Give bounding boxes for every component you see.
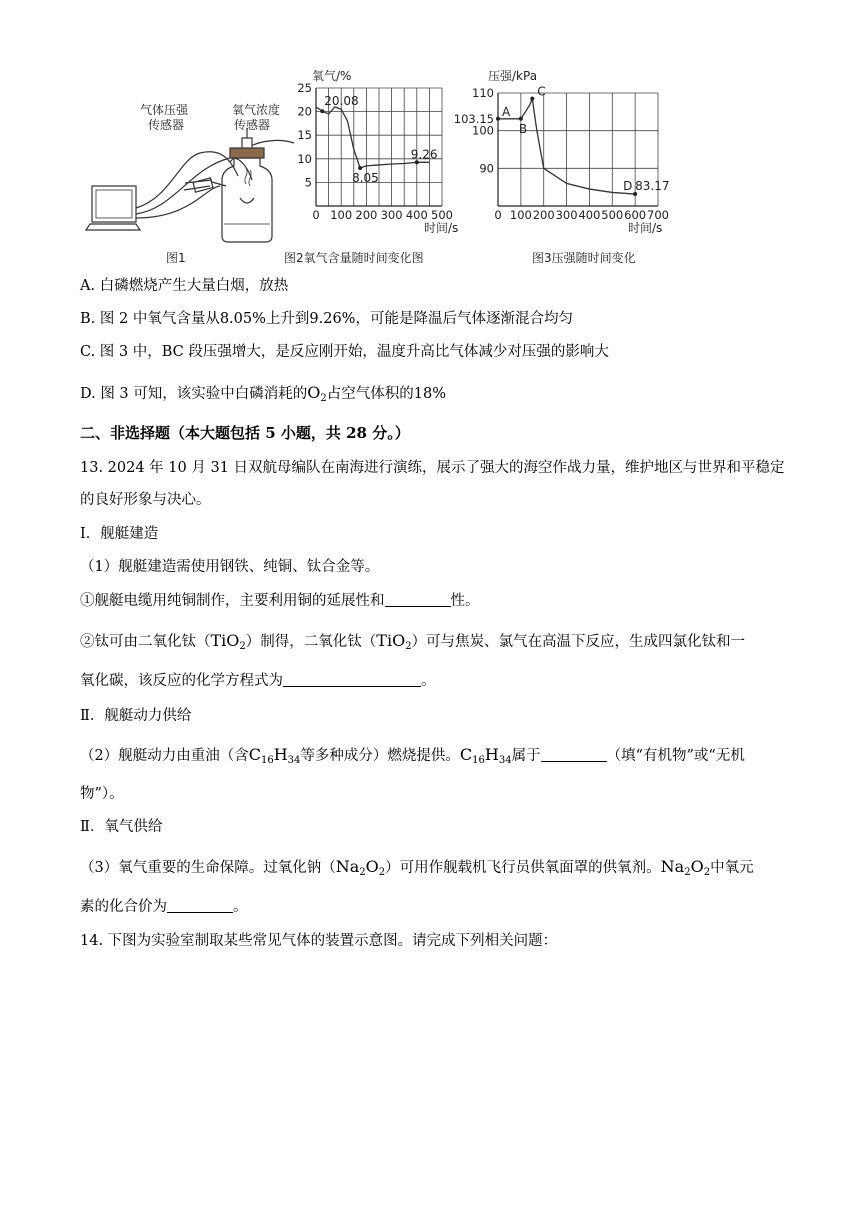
answer-blank-2[interactable] xyxy=(283,672,421,687)
x-tick-label-2: 200 xyxy=(355,208,378,222)
option-d xyxy=(80,383,446,409)
q13-s3-post: 中氧元 xyxy=(710,860,754,876)
na2o2-2-na: Na xyxy=(660,857,685,876)
q13-s3-line2-post: 。 xyxy=(233,899,248,915)
x-tick-label-0: 0 xyxy=(494,208,502,222)
x-tick-label-3: 300 xyxy=(555,208,578,222)
q13-s3 xyxy=(80,857,754,883)
y-tick-label-3: 20 xyxy=(297,104,312,119)
q13-s2-tail: （填“有机物”或“无机 xyxy=(606,748,745,764)
fig2-annotation-0: 20.08 xyxy=(324,94,359,109)
fig2-point-0 xyxy=(320,109,324,113)
figure3-chart xyxy=(454,85,670,222)
q13-s1b-line2-pre: 氧化碳，该反应的化学方程式为 xyxy=(80,673,283,689)
y-tick-label-1: 10 xyxy=(297,151,312,166)
y-tick-label-extra: 103.15 xyxy=(453,111,494,126)
bottle-stopper xyxy=(230,148,264,158)
q13-s1a-pre: ①舰艇电缆用纯铜制作，主要利用铜的延展性和 xyxy=(80,593,385,609)
na2o2-1-sub1: 2 xyxy=(359,867,366,878)
x-tick-label-5: 500 xyxy=(431,208,453,222)
y-tick-label-1: 100 xyxy=(472,123,494,138)
c16h34-2-hsub: 34 xyxy=(498,755,512,766)
tio2-formula-2 xyxy=(376,631,411,650)
x-tick-label-4: 400 xyxy=(578,208,601,222)
fig3-caption: 图3压强随时间变化 xyxy=(532,251,636,265)
q13-s1a-post: 性。 xyxy=(450,593,480,609)
q13-s2-post: 属于 xyxy=(511,748,541,764)
o2-formula xyxy=(307,383,327,402)
fig1-pressure-label-2: 传感器 xyxy=(148,118,185,132)
q13-s1b xyxy=(80,631,745,657)
fig3-point-B xyxy=(519,117,523,121)
c16h34-1-h: H xyxy=(273,745,288,764)
fig3-point-A xyxy=(496,117,500,121)
q13-s3-pre: （3）氧气重要的生命保障。过氧化钠（ xyxy=(80,860,336,876)
option-a: A. 白磷燃烧产生大量白烟，放热 xyxy=(80,278,289,294)
x-tick-label-0: 0 xyxy=(312,208,320,222)
answer-blank-1[interactable] xyxy=(385,592,451,607)
c16h34-2-c: C xyxy=(459,745,473,764)
na2o2-formula-1 xyxy=(336,857,385,876)
y-tick-label-0: 5 xyxy=(304,175,312,190)
option-d-post: 占空气体积的18% xyxy=(326,386,447,402)
figures-svg xyxy=(80,58,780,268)
fig1-caption: 图1 xyxy=(166,251,186,265)
fig3-point-label-D: D xyxy=(623,179,633,194)
x-tick-label-2: 200 xyxy=(532,208,555,222)
fig2-ylabel: 氧气/% xyxy=(312,69,352,83)
c16h34-formula-2 xyxy=(460,745,512,764)
y-tick-label-2: 110 xyxy=(472,86,494,100)
q13-s2-pre: （2）舰艇动力由重油（含 xyxy=(80,748,249,764)
oxygen-sensor-cap xyxy=(242,138,252,148)
smoke-1 xyxy=(245,168,247,184)
q13-s1b-part3: ）可与焦炭、氯气在高温下反应，生成四氯化钛和一 xyxy=(411,634,746,650)
x-tick-label-7: 700 xyxy=(647,208,669,222)
fig1-pressure-label-1: 气体压强 xyxy=(140,103,189,117)
na2o2-1-sub2: 2 xyxy=(378,867,386,878)
q13-s3-mid: ）可用作舰载机飞行员供氧面罩的供氧剂。 xyxy=(385,860,661,876)
q13-line1: 13. 2024 年 10 月 31 日双航母编队在南海进行演练，展示了强大的海空作战力量，维护地区与世界和平稳定 xyxy=(80,460,785,476)
q13-part3: Ⅱ．氧气供给 xyxy=(80,819,163,835)
o2-sub: 2 xyxy=(320,393,327,404)
x-tick-label-6: 600 xyxy=(624,208,647,222)
laptop-base xyxy=(86,224,140,230)
fig2-annotation-2: 9.26 xyxy=(410,147,438,162)
answer-blank-4[interactable] xyxy=(167,898,233,913)
c16h34-2-h: H xyxy=(484,745,499,764)
x-tick-label-1: 100 xyxy=(509,208,532,222)
tio2-1-sub: 2 xyxy=(239,641,246,652)
y-tick-label-0: 90 xyxy=(479,161,494,176)
fig3-point-label-C: C xyxy=(537,84,546,99)
tio2-2-sub: 2 xyxy=(405,641,412,652)
na2o2-1-o: O xyxy=(365,857,379,876)
option-d-pre: D. 图 3 可知，该实验中白磷消耗的 xyxy=(80,386,308,402)
x-tick-label-5: 500 xyxy=(601,208,624,222)
x-tick-label-4: 400 xyxy=(405,208,428,222)
fig2-annotation-1: 8.05 xyxy=(352,171,379,186)
option-b: B. 图 2 中氧气含量从8.05%上升到9.26%，可能是降温后气体逐渐混合均匀 xyxy=(80,311,573,327)
q13-part1: I．舰艇建造 xyxy=(80,526,159,542)
fig1-oxygen-label-1: 氧气浓度 xyxy=(232,103,281,117)
q13-s1b-line2 xyxy=(80,671,436,691)
c16h34-formula-1 xyxy=(249,745,301,764)
fig2-xlabel: 时间/s xyxy=(424,221,459,235)
q14-intro: 14. 下图为实验室制取某些常见气体的装置示意图。请完成下列相关问题： xyxy=(80,933,558,949)
fig3-point-label-A: A xyxy=(502,104,511,119)
y-tick-label-4: 25 xyxy=(297,81,312,95)
q13-s1a xyxy=(80,591,480,611)
figure1-apparatus xyxy=(86,128,294,242)
c16h34-1-c: C xyxy=(248,745,261,764)
q13-s1b-part1: ②钛可由二氧化钛（ xyxy=(80,634,211,650)
fig3-ylabel: 压强/kPa xyxy=(488,69,538,83)
answer-blank-3[interactable] xyxy=(541,747,607,762)
c16h34-1-csub: 16 xyxy=(260,755,274,766)
fig2-caption: 图2氧气含量随时间变化图 xyxy=(284,251,424,265)
figures-row xyxy=(80,58,780,268)
na2o2-2-sub2: 2 xyxy=(703,867,711,878)
q13-s3-line2 xyxy=(80,897,248,917)
x-tick-label-1: 100 xyxy=(330,208,353,222)
y-tick-label-2: 15 xyxy=(297,128,312,143)
q13-s2-line2: 物”）。 xyxy=(80,786,124,802)
fig2-point-1 xyxy=(358,166,362,170)
tio2-2-base: TiO xyxy=(376,631,406,650)
tio2-1-base: TiO xyxy=(210,631,240,650)
na2o2-2-sub1: 2 xyxy=(684,867,691,878)
spoon xyxy=(240,198,254,203)
q13-s2-mid: 等多种成分）燃烧提供。 xyxy=(300,748,460,764)
figure2-chart xyxy=(297,81,453,222)
q13-s3-line2-pre: 素的化合价为 xyxy=(80,899,167,915)
option-c: C. 图 3 中，BC 段压强增大，是反应刚开始，温度升高比气体减少对压强的影响大 xyxy=(80,344,609,360)
q13-s1: （1）舰艇建造需使用钢铁、纯铜、钛合金等。 xyxy=(80,559,380,575)
q13-s1b-part2: ）制得，二氧化钛（ xyxy=(245,634,377,650)
fig3-point-label-B: B xyxy=(518,121,528,136)
fig3-d-value: 83.17 xyxy=(635,179,670,194)
section2-title: 二、非选择题（本大题包括 5 小题，共 28 分。） xyxy=(80,424,410,442)
laptop-screen xyxy=(92,186,136,222)
o2-o: O xyxy=(307,383,321,402)
c16h34-1-hsub: 34 xyxy=(287,755,301,766)
na2o2-formula-2 xyxy=(661,857,710,876)
tio2-formula-1 xyxy=(211,631,246,650)
q13-s2 xyxy=(80,745,745,771)
fig1-oxygen-label-2: 传感器 xyxy=(234,118,271,132)
fig3-point-C xyxy=(530,97,534,101)
na2o2-1-na: Na xyxy=(335,857,360,876)
fig3-xlabel: 时间/s xyxy=(628,221,663,235)
c16h34-2-csub: 16 xyxy=(472,755,485,766)
na2o2-2-o: O xyxy=(690,857,704,876)
x-tick-label-3: 300 xyxy=(380,208,403,222)
q13-part2: Ⅱ．舰艇动力供给 xyxy=(80,708,192,724)
q13-line2: 的良好形象与决心。 xyxy=(80,492,211,508)
q13-s1b-line2-post: 。 xyxy=(421,673,436,689)
